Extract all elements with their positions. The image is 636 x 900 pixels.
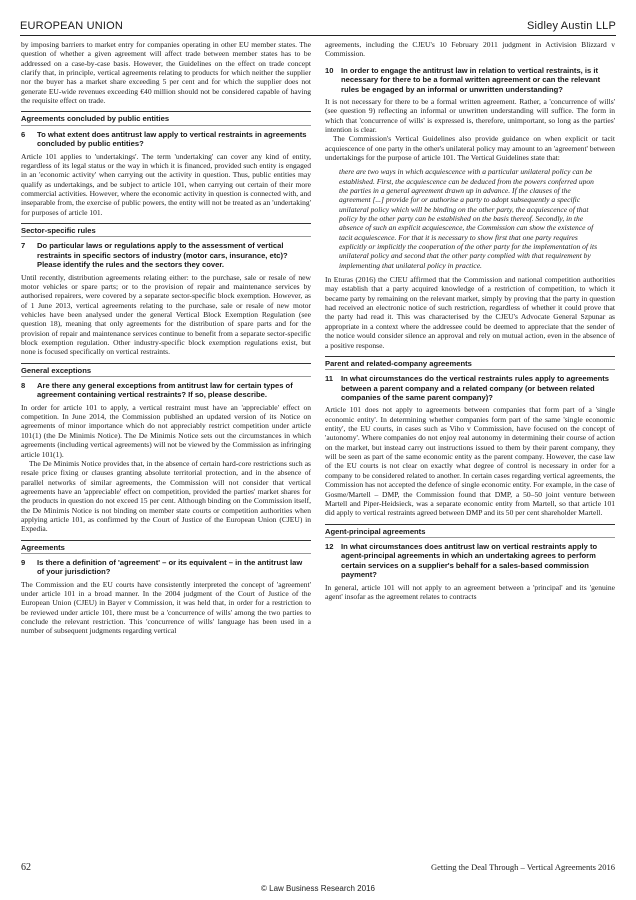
section-heading: Agreements xyxy=(21,540,311,554)
question-number: 8 xyxy=(21,380,26,390)
paragraph: In order for article 101 to apply, a vertical restraint must have an 'appreciable' effect on competition. In June 2014, the Commission published an updated version of its Notice on agreements of minor importance which do not appreciably restrict competition under article 101(1) (the De Minimis Notice). The De Minimis Notice sets out the circumstances in which agreements (including vertical agreements) will not be viewed by the Commission as infringing article 101(1). xyxy=(21,402,311,459)
right-column xyxy=(325,40,615,601)
question xyxy=(21,241,311,269)
question-number: 12 xyxy=(325,541,334,551)
paragraph: The Commission's Vertical Guidelines also provide guidance on when explicit or tacit acquiescence of one party in the other's unilateral policy may amount to an 'agreement' between undertakings for the purpose of article 101. The Vertical Guidelines state that: xyxy=(325,134,615,162)
running-header xyxy=(20,10,616,36)
question-text: In what circumstances do the vertical restraints rules apply to agreements between a parent company and a related company (or between related companies of the same parent company)? xyxy=(341,374,609,402)
section-heading: General exceptions xyxy=(21,363,311,377)
question xyxy=(325,374,615,402)
question-number: 9 xyxy=(21,557,26,567)
paragraph: Article 101 applies to 'undertakings'. The term 'undertaking' can cover any kind of entity, regardless of its legal status or the way in which it is financed, provided such entity is engaged in an 'economic activity' when carrying out the activity in question. Thus, public entities may qualify as undertakings, and be subject to article 101, when carrying out certain of their more commercial activities. However, where the economic activity in question is connected with, and inseparable from, the exercise of public powers, the entity will not be treated as an 'undertaking' for purposes of article 101. xyxy=(21,151,311,217)
question-text: In order to engage the antitrust law in relation to vertical restraints, is it necessary for there to be a formal written agreement or can the relevant rules be engaged by an informal or unwritten understanding? xyxy=(341,65,601,94)
question xyxy=(21,130,311,149)
section-heading: Agent-principal agreements xyxy=(325,524,615,538)
question-text: Is there a definition of 'agreement' – or its equivalent – in the antitrust law of your jurisdiction? xyxy=(37,557,303,577)
paragraph: The Commission and the EU courts have consistently interpreted the concept of 'agreement' under article 101 in a broad manner. In the 2004 judgment of the Court of Justice of the European Union (CJEU) in Bayer v Commission, it was held that, in order for a restriction to be reviewed under article 101, there must be a 'concurrence of wills' among the two parties to conclude the relevant restriction. This 'concurrence of wills' language has been used in a number of subsequent judgments regarding vertical xyxy=(21,579,311,636)
header-jurisdiction: EUROPEAN UNION xyxy=(20,20,124,32)
question-number: 11 xyxy=(325,374,334,384)
question-number: 7 xyxy=(21,241,26,251)
question xyxy=(325,542,615,580)
block-quote: there are two ways in which acquiescence with a particular unilateral policy can be established. First, the acquiescence can be deduced from the powers conferred upon the parties in a general agreement drawn up in advance. If the clauses of the agreement [...] provide for or authorise a party to adopt subsequently a specific unilateral policy which will be binding on the other party, the acquiescence of that policy by the other party can be established on the basis thereof. Secondly, in the absence of such an explicit acquiescence, the Commission can show the existence of tacit acquiescence. For that it is necessary to show first that one party requires explicitly or implicitly the cooperation of the other party for the implementation of its unilateral policy and second that the other party complied with that requirement by implementing that unilateral policy in practice. xyxy=(339,167,598,270)
paragraph: Article 101 does not apply to agreements between companies that form part of a 'single economic entity'. In determining whether companies form part of the same 'single economic entity', the EU courts, in cases such as Viho v Commission, have focused on the concept of 'autonomy'. Where companies do not enjoy real autonomy in determining their course of action on the market, but instead carry out instructions issued to them by their parent company, they will be seen as part of the same economic entity as the parent company. However, the case law of the EU courts is not clear on exactly what degree of control is necessary in order for a company to be considered related to another. In certain cases regarding vertical agreements, the Commission has not accepted the defence of single economic entity. For example, in the case of Gosme/Martell – DMP, the Commission found that DMP, a 50–50 joint venture between Martell and Piper-Heidsieck, was a separate economic entity from Martell, so that article 101 did apply to vertical restraints agreed between DMP and its 50 per cent shareholder Martell. xyxy=(325,405,615,518)
question-text: Are there any general exceptions from antitrust law for certain types of agreement containing vertical restraints? If so, please describe. xyxy=(37,380,293,400)
paragraph: It is not necessary for there to be a formal written agreement. Rather, a 'concurrence of wills' (see question 9) reflecting an informal or unwritten understanding will suffice. The form in which that 'concurrence of wills' is expressed is, therefore, unimportant, so long as the parties' intention is clear. xyxy=(325,96,615,134)
question-text: Do particular laws or regulations apply to the assessment of vertical restraints in specific sectors of industry (motor cars, insurance, etc)? Please identify the rules and the sectors they cover. xyxy=(37,241,288,270)
paragraph: agreements, including the CJEU's 10 February 2011 judgment in Activision Blizzard v Commission. xyxy=(325,40,615,59)
left-column xyxy=(21,40,311,636)
page-number: 62 xyxy=(21,862,31,873)
question-number: 10 xyxy=(325,65,334,75)
paragraph: In Eturas (2016) the CJEU affirmed that the Commission and national competition authorities may establish that a party acquired knowledge of a restriction of competition, to which it became party by remaining on the relevant market, simply by proving that the party in question had received an electronic notice of such restriction, regardless of whether it could prove that the party had read it. This was characterised by the CJEU's Advocate General Szpunar as appropriate in a context where the addressee could be deemed to appreciate that the sender of the notice would consider silence an approval and rely on mutual action, even in the absence of a positive response. xyxy=(325,275,615,350)
section-heading: Agreements concluded by public entities xyxy=(21,111,311,125)
paragraph: Until recently, distribution agreements relating either: to the purchase, sale or resale of new motor vehicles or spare parts; or to the provision of repair and maintenance services by authorised repairers, were covered by a separate sector-specific block exemption. However, as of 1 June 2013, vertical agreements relating to the purchase, sale or resale of new motor vehicles have been analysed under the general Vertical Block Exemption Regulation (see question 18), meaning that only agreements for the distribution of spare parts and for the provision of repair and maintenance services continue to benefit from a separate sector-specific block exemption regulation. Other industry-specific block exemption regulations exist, but none is focused specifically on vertical restraints. xyxy=(21,272,311,357)
question-text: To what extent does antitrust law apply to vertical restraints in agreements concluded by public entities? xyxy=(37,129,307,149)
header-firm: Sidley Austin LLP xyxy=(526,20,616,32)
paragraph: by imposing barriers to market entry for companies operating in other EU member states. The question of whether a given agreement will affect trade between member states has to be addressed on a case-by-case basis. However, the Guidelines on the effect on trade concept clarify that, in principle, vertical agreements relating to products for which neither the supplier nor the buyer has a market share exceeding 5 per cent and for which the supplier does not generate EU-wide revenues exceeding €40 million should not be considered capable of having the requisite effect on trade. xyxy=(21,40,311,106)
question xyxy=(21,381,311,400)
section-heading: Parent and related-company agreements xyxy=(325,356,615,370)
copyright-notice: © Law Business Research 2016 xyxy=(261,884,375,893)
question xyxy=(21,558,311,577)
paragraph: In general, article 101 will not apply to an agreement between a 'principal' and its 'genuine agent' insofar as the agreement relates to contracts xyxy=(325,582,615,601)
question-text: In what circumstances does antitrust law on vertical restraints apply to agent-principal agreements in which an undertaking agrees to perform certain services on a supplier's behalf for a sales-based commission payment? xyxy=(341,541,598,580)
footer-publication-title: Getting the Deal Through – Vertical Agreements 2016 xyxy=(430,862,615,872)
question-number: 6 xyxy=(21,129,26,139)
question xyxy=(325,66,615,94)
paragraph: The De Minimis Notice provides that, in the absence of certain hard-core restrictions such as resale price fixing or clauses granting absolute territorial protection, and in the absence of parallel networks of similar agreements, the Commission will not consider that vertical agreements have an 'appreciable' effect on competition, provided the parties' market shares for the products in question do not exceed 15 per cent. Although binding on the Commission itself, the De Minimis Notice is not binding on member state courts or competition authorities when applying article 101, as confirmed by the Court of Justice of the European Union (CJEU) in Expedia. xyxy=(21,458,311,534)
section-heading: Sector-specific rules xyxy=(21,223,311,237)
